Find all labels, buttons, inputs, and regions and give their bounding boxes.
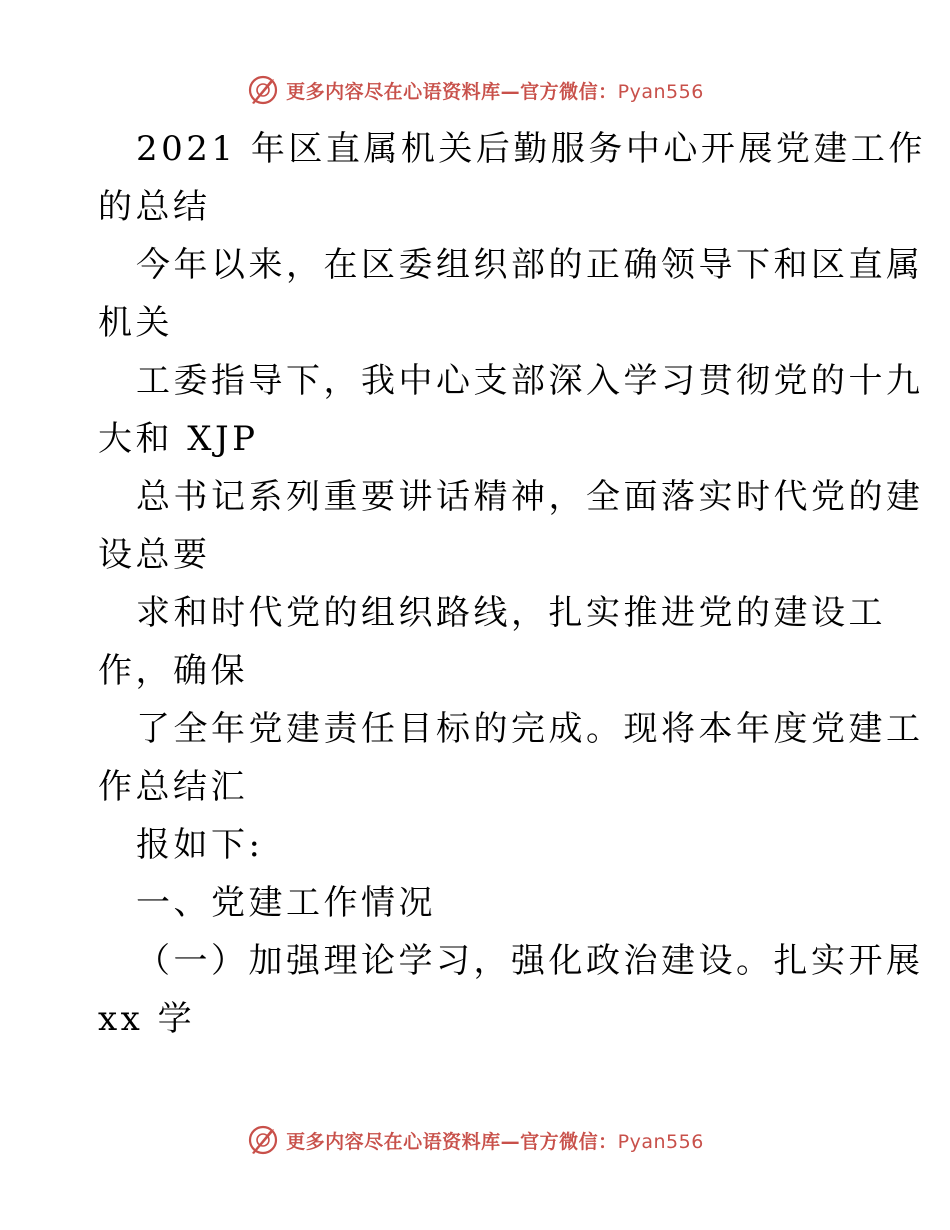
pen-circle-icon: [246, 73, 280, 107]
paragraph-line: 2021 年区直属机关后勤服务中心开展党建工作: [136, 129, 926, 169]
paragraph-line: 了全年党建责任目标的完成。现将本年度党建工: [136, 709, 924, 749]
paragraph-line: 设总要: [98, 535, 211, 575]
paragraph-line: 总书记系列重要讲话精神，全面落实时代党的建: [136, 477, 924, 517]
paragraph-line: （一）加强理论学习，强化政治建设。扎实开展: [136, 941, 924, 981]
paragraph-line: 报如下:: [136, 825, 264, 865]
paragraph-line: 工委指导下，我中心支部深入学习贯彻党的十九: [136, 361, 924, 401]
pen-circle-icon: [246, 1123, 280, 1157]
paragraph-line: 机关: [98, 303, 173, 343]
paragraph-line: 一、党建工作情况: [136, 883, 436, 923]
watermark-text: 更多内容尽在心语资料库—官方微信：Pyan556: [286, 1130, 704, 1153]
document-body: [98, 120, 926, 1048]
paragraph-line: xx 学: [98, 999, 196, 1039]
watermark-text: 更多内容尽在心语资料库—官方微信：Pyan556: [286, 80, 704, 103]
paragraph-line: 作总结汇: [98, 767, 248, 807]
paragraph-line: 的总结: [98, 187, 211, 227]
paragraph-line: 大和 XJP: [98, 419, 259, 459]
paragraph-line: 作，确保: [98, 651, 248, 691]
paragraph-line: 今年以来，在区委组织部的正确领导下和区直属: [136, 245, 924, 285]
header-watermark: [0, 70, 950, 110]
footer-watermark: [0, 1120, 950, 1160]
paragraph-line: 求和时代党的组织路线，扎实推进党的建设工: [136, 593, 886, 633]
